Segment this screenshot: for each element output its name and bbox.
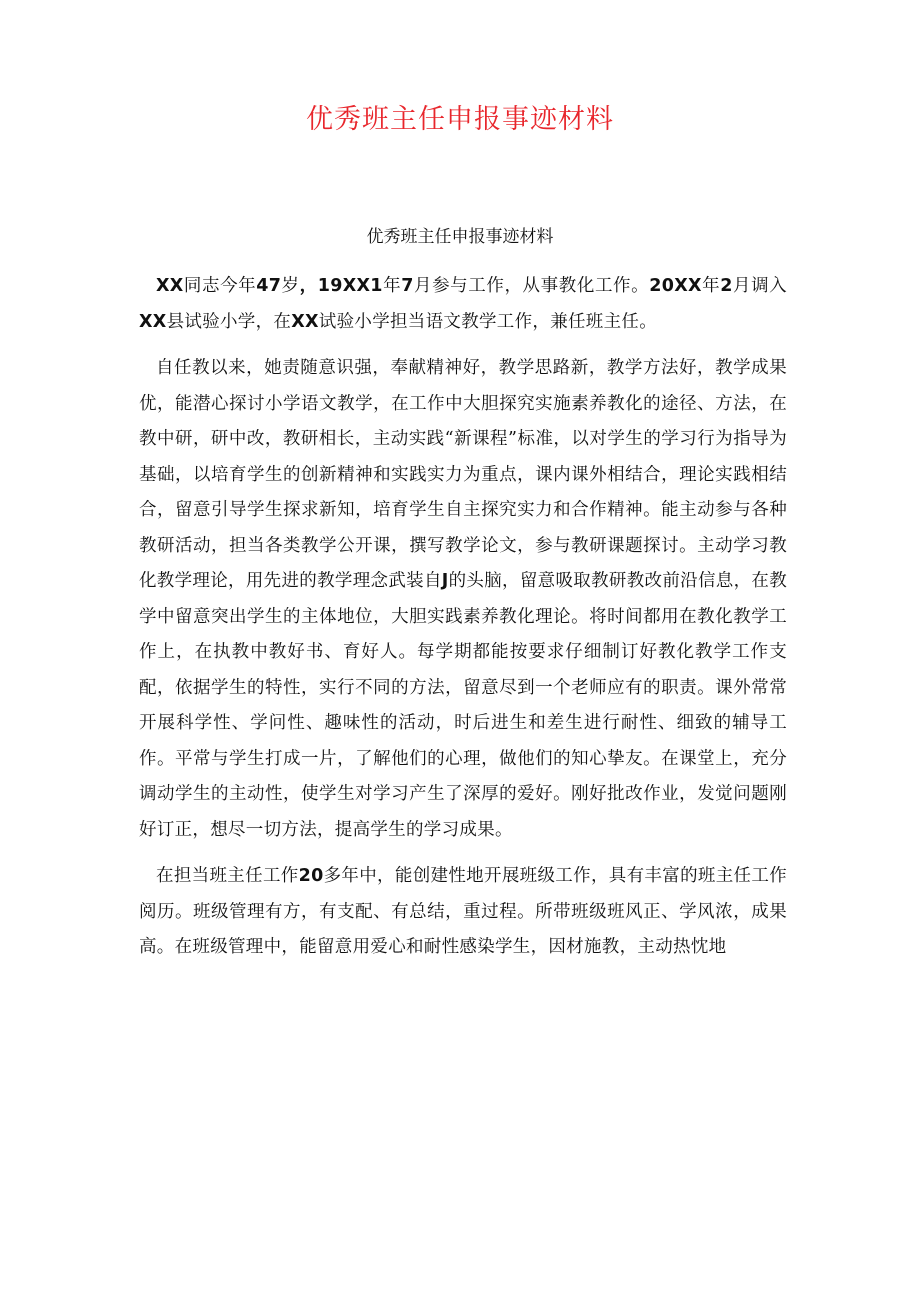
bold-text-segment: ，19XX1 (299, 276, 383, 296)
bold-text-segment: 47 (256, 276, 282, 296)
text-segment: 试验小学担当语文教学工作，兼任班主任。 (318, 311, 657, 332)
text-segment: 同志今年 (183, 276, 257, 296)
text-segment: 月调入 (732, 276, 787, 296)
text-segment: 月参与工作，从事教化工作。 (413, 276, 650, 296)
bold-text-segment: 20 (298, 866, 324, 886)
text-segment: 多年中，能创建性地开展班级工作，具有丰富的班主任工作阅历。班级管理有方，有支配、有总结，重过程。所带班级班风正、学风浓，成果高。在班级管理中，能留意用爱心和耐性感染学生，因材施教，主动热忱地 (139, 866, 787, 957)
text-segment: 县试验小学，在 (166, 311, 292, 332)
bold-text-segment: XX (291, 311, 319, 332)
document-subtitle: 优秀班主任申报事迹材料 (366, 227, 554, 247)
bold-text-segment: 2 (720, 276, 733, 296)
text-segment: 年 (701, 276, 721, 296)
bold-text-segment: 20XX (649, 276, 702, 296)
text-segment: 在担当班主任工作 (156, 866, 299, 886)
document-title: 优秀班主任申报事迹材料 (306, 104, 614, 135)
paragraph (139, 859, 787, 966)
paragraph (139, 351, 787, 848)
bold-text-segment: XX (156, 276, 184, 296)
bold-text-segment: XX (139, 311, 167, 332)
paragraph (139, 269, 787, 340)
text-segment: 的头脑，留意吸取教研教改前沿信息，在教学中留意突出学生的主体地位，大胆实践素养教化理论。将时间都用在教化教学工作上，在执教中教好书、育好人。每学期都能按要求仔细制订好教化教学工作支配，依据学生的特性，实行不同的方法，留意尽到一个老师应有的职责。课外常常开展科学性、学问性、趣味性的活动，时后进生和差生进行耐性、细致的辅导工作。平常与学生打成一片，了解他们的心理，做他们的知心挚友。在课堂上，充分调动学生的主动性，使学生对学习产生了深厚的爱好。刚好批改作业，发觉问题刚好订正，想尽一切方法，提高学生的学习成果。 (139, 571, 787, 840)
bold-text-segment: 7 (401, 276, 414, 296)
text-segment: 年 (382, 276, 402, 296)
text-segment: 自任教以来，她责随意识强，奉献精神好，教学思路新，教学方法好，教学成果优，能潜心探讨小学语文教学，在工作中大胆探究实施素养教化的途径、方法，在教中研，研中改，教研相长，主动实践“新课程”标准，以对学生的学习行为指导为基础，以培育学生的创新精神和实践实力为重点，课内课外相结合，理论实践相结合，留意引导学生探求新知，培育学生自主探究实力和合作精神。能主动参与各种教研活动，担当各类教学公开课，撰写教学论文，参与教研课题探讨。主动学习教化教学理论，用先进的教学理念武装自 (139, 358, 787, 591)
bold-text-segment: J (441, 571, 449, 591)
text-segment: 岁 (281, 276, 300, 296)
document-body (139, 269, 787, 977)
